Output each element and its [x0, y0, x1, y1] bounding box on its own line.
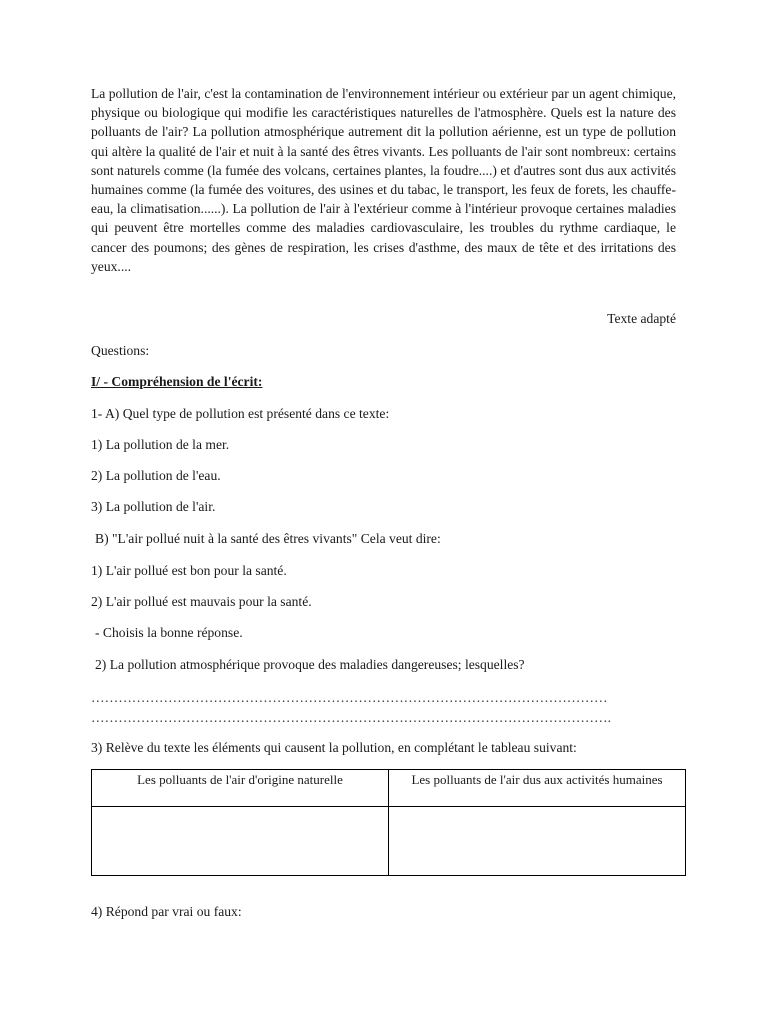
- questions-label: Questions:: [91, 343, 150, 358]
- reading-passage: La pollution de l'air, c'est la contamination de l'environnement intérieur ou extérieur par un agent chimique, physique ou biologique qui modifie les caractéristiques naturelles de l'atmosphère. Quels est la nature des polluants de l'air? La pollution atmosphérique autrement dit la pollution aérienne, est un type de pollution qui altère la qualité de l'air et nuit à la santé des êtres vivants. Les polluants de l'air sont nombreux: certains sont naturels comme (la fumée des volcans, certaines plantes, la foudre....) et d'autres sont dus aux activités humaines comme (la fumée des voitures, des usines et du tabac, le transport, les feux de forets, les chauffe-eau, la climatisation......). La pollution de l'air à l'extérieur comme à l'intérieur provoque certaines maladies qui peuvent être mortelles comme des maladies cardiovasculaire, les troubles du rythme cardiaque, le cancer des poumons; des gènes de respiration, les crises d'asthme, des maux de tête et des irritations des yeux....: [91, 86, 676, 274]
- answer-line-2: …………………………………………………………………………………………………….: [91, 710, 611, 725]
- question-1b-option-2: 2) L'air pollué est mauvais pour la santé.: [91, 594, 312, 609]
- question-1b-prompt: B) "L'air pollué nuit à la santé des êtres vivants" Cela veut dire:: [95, 531, 441, 546]
- table-cell-natural[interactable]: [92, 807, 389, 876]
- question-3-prompt: 3) Relève du texte les éléments qui causent la pollution, en complétant le tableau suivant:: [91, 740, 577, 755]
- question-1a-option-3: 3) La pollution de l'air.: [91, 499, 216, 514]
- question-1b-instruction: - Choisis la bonne réponse.: [95, 625, 243, 640]
- table-header-natural: Les polluants de l'air d'origine naturelle: [92, 770, 389, 807]
- question-1a-prompt: 1- A) Quel type de pollution est présenté dans ce texte:: [91, 406, 390, 421]
- table-cell-human[interactable]: [389, 807, 686, 876]
- question-4-prompt: 4) Répond par vrai ou faux:: [91, 904, 242, 919]
- section-title: I/ - Compréhension de l'écrit:: [91, 374, 263, 389]
- pollutants-table: [91, 769, 686, 876]
- question-1b-option-1: 1) L'air pollué est bon pour la santé.: [91, 563, 287, 578]
- question-1a-option-1: 1) La pollution de la mer.: [91, 437, 230, 452]
- table-header-human: Les polluants de l'air dus aux activités humaines: [389, 770, 686, 807]
- question-1a-option-2: 2) La pollution de l'eau.: [91, 468, 221, 483]
- table-row: [92, 807, 686, 876]
- table-header-row: [92, 770, 686, 807]
- answer-line-1: ……………………………………………………………………………………………………: [91, 690, 608, 705]
- source-note: Texte adapté: [607, 311, 676, 326]
- question-2-prompt: 2) La pollution atmosphérique provoque des maladies dangereuses; lesquelles?: [95, 657, 525, 672]
